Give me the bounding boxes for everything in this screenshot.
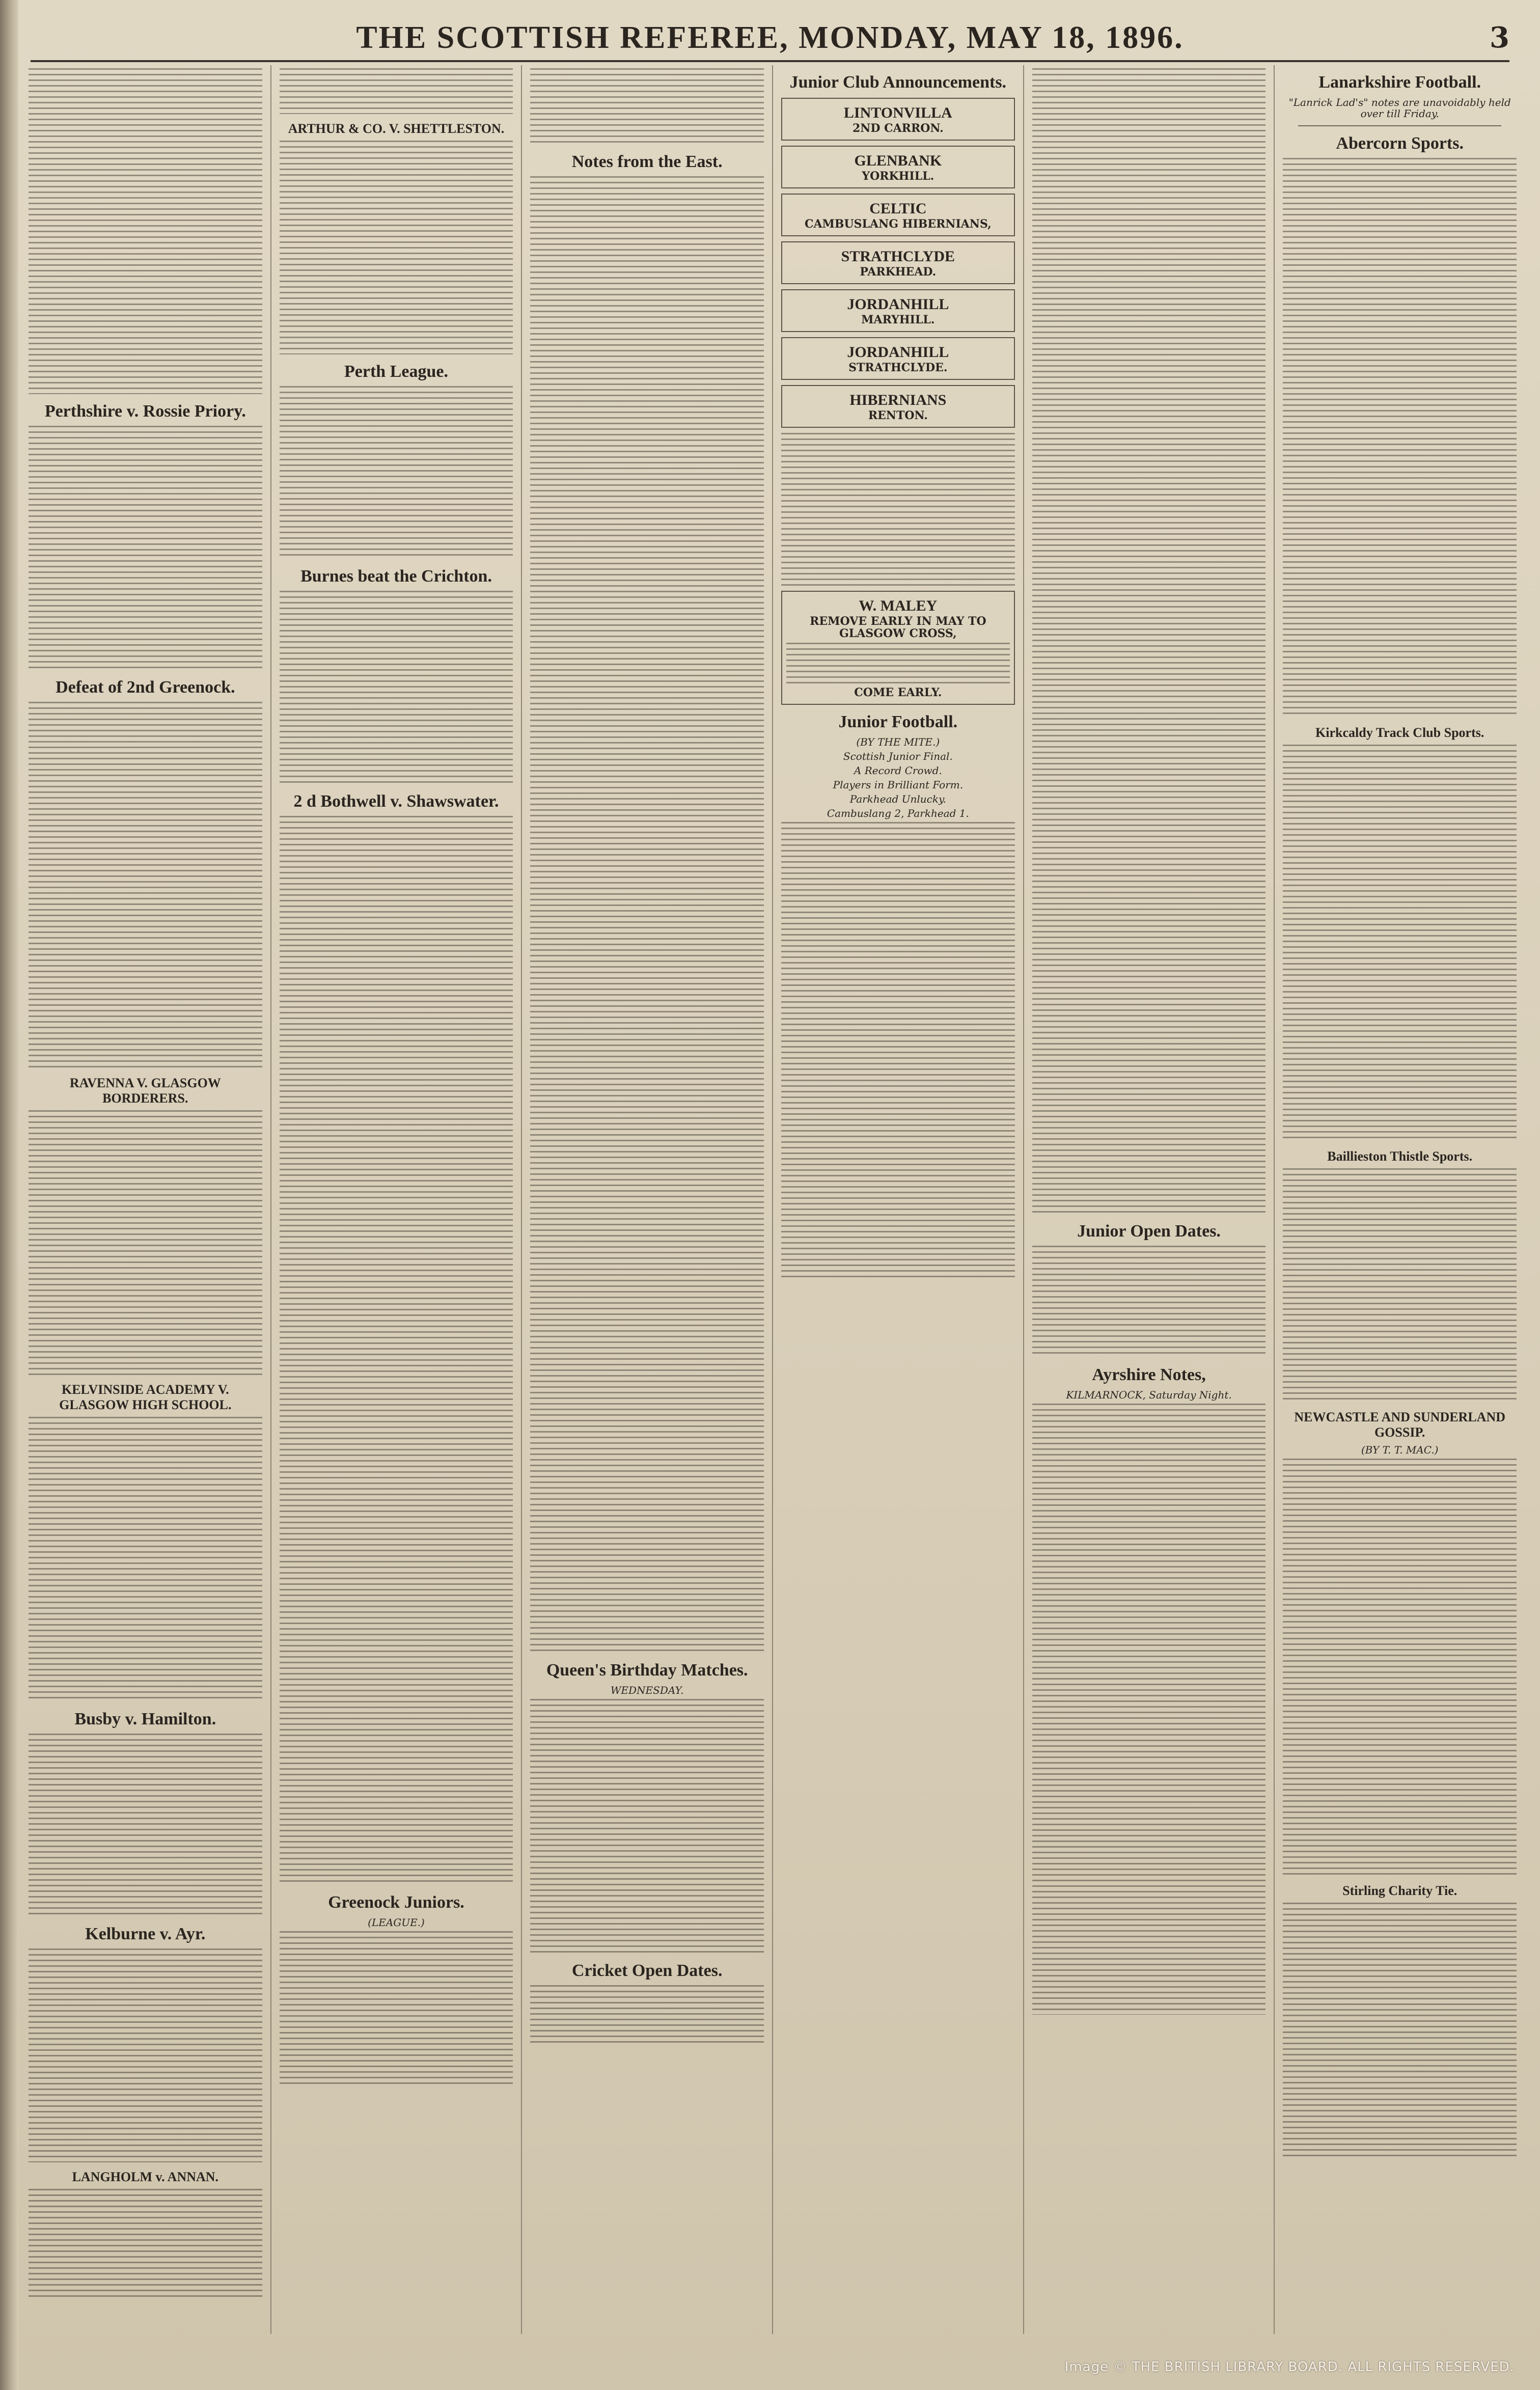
- advertisement: HIBERNIANS RENTON.: [781, 385, 1015, 428]
- article-heading: Greenock Juniors.: [328, 1893, 464, 1912]
- column-5: [1024, 65, 1275, 2334]
- advertisement: JORDANHILL STRATHCLYDE.: [781, 337, 1015, 380]
- binding-spine: [0, 0, 18, 2390]
- article-subheading: A Record Crowd.: [854, 764, 942, 777]
- copyright-notice: Image © THE BRITISH LIBRARY BOARD. ALL RIGHTS RESERVED.: [1064, 2359, 1515, 2375]
- column-2: [271, 65, 522, 2334]
- article-heading: LANGHOLM v. ANNAN.: [72, 2169, 219, 2184]
- article-heading: Junior Football.: [838, 712, 958, 731]
- advertisement: JORDANHILL MARYHILL.: [781, 289, 1015, 332]
- article-heading: Busby v. Hamilton.: [74, 1710, 216, 1728]
- advertisement: STRATHCLYDE PARKHEAD.: [781, 241, 1015, 284]
- article-subheading: (LEAGUE.): [368, 1916, 425, 1929]
- article-heading: Defeat of 2nd Greenock.: [56, 678, 235, 697]
- article-heading: Perthshire v. Rossie Priory.: [44, 402, 246, 421]
- article-heading: Junior Open Dates.: [1077, 1222, 1221, 1241]
- article-heading: Kelburne v. Ayr.: [85, 1925, 206, 1943]
- article-heading: Stirling Charity Tie.: [1342, 1883, 1458, 1898]
- article-subheading: Players in Brilliant Form.: [833, 779, 964, 791]
- advertisement: GLENBANK YORKHILL.: [781, 146, 1015, 188]
- article-heading: Cricket Open Dates.: [571, 1961, 723, 1980]
- article-heading: Baillieston Thistle Sports.: [1327, 1149, 1473, 1164]
- article-heading: 2 d Bothwell v. Shawswater.: [293, 792, 499, 811]
- column-6: [1275, 65, 1525, 2334]
- article-heading: Lanarkshire Football.: [1318, 73, 1481, 92]
- article-subheading: Parkhead Unlucky.: [849, 793, 946, 805]
- article-heading: Queen's Birthday Matches.: [546, 1661, 748, 1680]
- article-heading: NEWCASTLE AND SUNDERLAND GOSSIP.: [1294, 1410, 1506, 1440]
- page-title: THE SCOTTISH REFEREE, MONDAY, MAY 18, 1896.: [356, 20, 1184, 55]
- article-heading: KELVINSIDE ACADEMY V. GLASGOW HIGH SCHOOL.: [59, 1382, 232, 1412]
- advertisement: CELTIC CAMBUSLANG HIBERNIANS,: [781, 194, 1015, 236]
- column-1: [20, 65, 271, 2334]
- article-heading: Ayrshire Notes,: [1092, 1365, 1206, 1384]
- article-heading: Burnes beat the Crichton.: [300, 567, 492, 586]
- editor-note: "Lanrick Lad's" notes are unavoidably held over till Friday.: [1288, 96, 1511, 120]
- article-heading: Notes from the East.: [571, 152, 723, 171]
- article-subheading: WEDNESDAY.: [610, 1684, 684, 1696]
- advertisement-maley: W. MALEY REMOVE EARLY IN MAY TO GLASGOW CROSS, COME EARLY.: [781, 591, 1015, 705]
- article-subheading: KILMARNOCK, Saturday Night.: [1066, 1389, 1232, 1401]
- article-subheading: Cambuslang 2, Parkhead 1.: [827, 807, 969, 819]
- article-heading: Perth League.: [344, 362, 448, 381]
- byline: (BY THE MITE.): [856, 736, 940, 748]
- article-heading: Junior Club Announcements.: [789, 73, 1007, 92]
- column-3: [522, 65, 773, 2334]
- masthead: [31, 15, 1509, 62]
- article-heading: Kirkcaldy Track Club Sports.: [1315, 725, 1484, 740]
- article-heading: Abercorn Sports.: [1336, 134, 1464, 153]
- article-heading: RAVENNA V. GLASGOW BORDERERS.: [69, 1076, 221, 1106]
- article-subheading: Scottish Junior Final.: [843, 750, 953, 762]
- byline: (BY T. T. MAC.): [1361, 1444, 1439, 1456]
- article-heading: ARTHUR & CO. V. SHETTLESTON.: [288, 121, 505, 136]
- page-number: 3: [1490, 21, 1509, 54]
- column-4: [773, 65, 1024, 2334]
- columns: [20, 65, 1525, 2334]
- advertisement: LINTONVILLA 2ND CARRON.: [781, 98, 1015, 141]
